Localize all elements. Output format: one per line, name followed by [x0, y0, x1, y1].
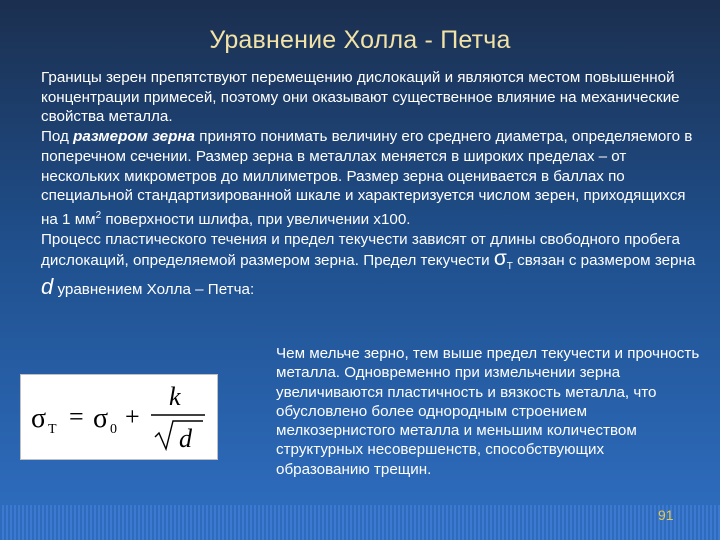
plastic-flow-text-mid: связан с размером зерна: [517, 252, 696, 270]
formula-sigma-t: σ: [31, 403, 47, 434]
grain-size-lead: Под: [41, 128, 69, 146]
paragraph-grain-boundaries: Границы зерен препятствуют перемещению дислокаций и являются местом повышенной концентрации примесей, поэтому они оказывают существенное влияние на механические свойства металла.: [41, 69, 680, 126]
grain-effect-text: [256, 344, 702, 479]
d-symbol: d: [41, 274, 54, 300]
formula-numerator-k: k: [169, 382, 181, 411]
formula-sigma-0: σ: [93, 403, 109, 434]
hall-petch-formula: [20, 374, 218, 460]
plastic-flow-text: Процесс пластического течения и предел текучести зависят от длины свободного пробега дислокаций, определяемой размером зерна. Предел текучести: [41, 230, 680, 270]
formula-sigma-t-sub: T: [48, 422, 57, 437]
sigma-t-symbol: σ: [493, 247, 507, 271]
plastic-flow-text-end: уравнением Холла – Петча:: [57, 281, 255, 299]
slide-title: Уравнение Холла - Петча: [209, 26, 511, 54]
formula-sigma-0-sub: 0: [110, 422, 117, 437]
paragraph-fine-grain: Чем мельче зерно, тем выше предел текучести и прочность металла. Одновременно при измельчении зерна увеличиваются пластичность и вязкость металла, что обусловлено более однородным строением мелкозернистого металла и меньшим количеством структурных несовершенств, способствующих образованию трещин.: [276, 345, 700, 478]
page-number: 91: [658, 507, 674, 523]
formula-graphic: [21, 375, 217, 459]
main-text: [21, 68, 699, 300]
formula-equals: =: [69, 402, 84, 431]
grain-size-text-end: поверхности шлифа, при увеличении х100.: [101, 210, 411, 228]
square-superscript: 2: [95, 209, 102, 221]
formula-plus: +: [125, 402, 140, 431]
paragraph-grain-size: [21, 127, 699, 230]
grain-size-text: принято понимать величину его среднего диаметра, определяемого в поперечном сечении. Размер зерна в металлах меняется в широких пределах – от нескольких микрометров до миллиметров. Размер зерна оценивается в баллах по специальной стандартизированной шкале и характеризуется числом зерен, приходящихся на 1 мм: [41, 128, 693, 228]
paragraph-plastic-flow: [21, 230, 699, 300]
grain-size-term: размером зерна: [73, 128, 195, 146]
formula-denominator-d: d: [179, 424, 192, 453]
footer-band: [0, 505, 720, 540]
sigma-t-subscript: Т: [506, 261, 513, 273]
